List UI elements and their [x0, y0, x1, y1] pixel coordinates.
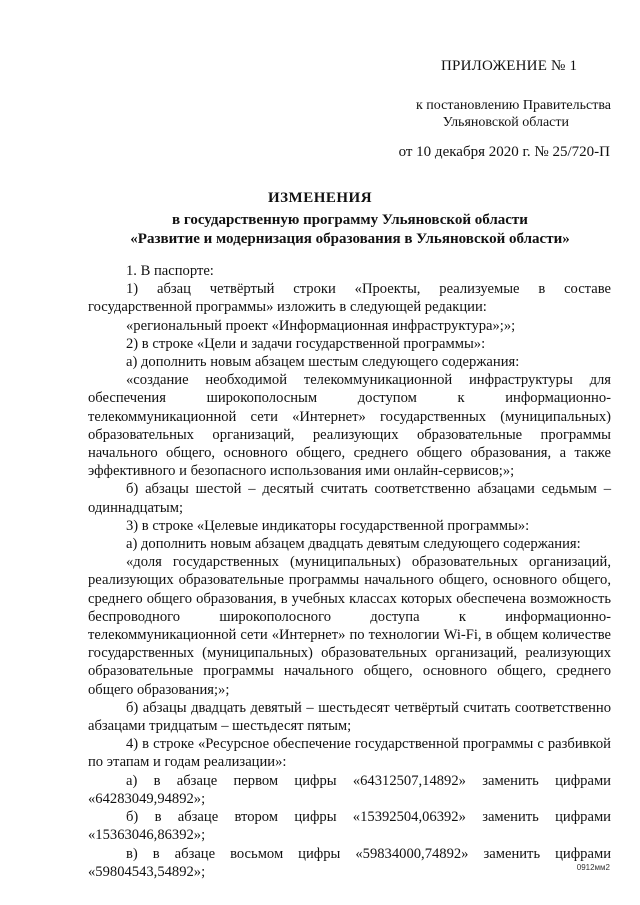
paragraph: а) дополнить новым абзацем шестым следующего содержания:: [126, 354, 520, 371]
paragraph: 4) в строке «Ресурсное обеспечение государственной программы с разбивкой по этапам и годам реализации»:: [88, 736, 611, 771]
resolution-date: от 10 декабря 2020 г. № 25/720-П: [398, 144, 610, 160]
paragraph: 1. В паспорте:: [126, 263, 214, 279]
paragraph: «доля государственных (муниципальных) образовательных организаций, реализующих образовательные программы начального общего, основного общего, среднего общего образования, в учебных классах которых обеспечена возможность беспроводного широкополосного доступа к информационно-телекоммуникационной сети «Интернет» по технологии Wi-Fi, в общем количестве государственных (муниципальных) образовательных организаций, реализующих образовательные программы начального общего, основного общего, среднего общего образования;»;: [88, 554, 611, 698]
paragraph: 2) в строке «Цели и задачи государственной программы»:: [126, 335, 486, 352]
document-title: ИЗМЕНЕНИЯ: [267, 190, 373, 206]
paragraph: 3) в строке «Целевые индикаторы государственной программы»:: [126, 517, 530, 534]
paragraph: а) в абзаце первом цифры «64312507,14892» заменить цифрами «64283049,94892»;: [88, 772, 611, 807]
resolution-line-2: Ульяновской области: [442, 115, 569, 130]
paragraph: б) абзацы двадцать девятый – шестьдесят четвёртый считать соответственно абзацами тридцатым – шестьдесят пятым;: [88, 699, 611, 735]
paragraph: б) абзацы шестой – десятый считать соответственно абзацами седьмым – одиннадцатым;: [88, 481, 611, 516]
subtitle-line-2: «Развитие и модернизация образования в Ульяновской области»: [130, 231, 570, 247]
paragraph: «региональный проект «Информационная инфраструктура»;»;: [126, 317, 516, 334]
appendix-number: ПРИЛОЖЕНИЕ № 1: [441, 58, 578, 74]
document-subtitle: [60, 211, 640, 249]
document-body: [88, 262, 611, 881]
document-code: 0912мм2: [576, 863, 610, 872]
paragraph: в) в абзаце восьмом цифры «59834000,74892» заменить цифрами «59804543,54892»;: [88, 845, 611, 880]
resolution-line-1: к постановлению Правительства: [415, 98, 611, 113]
resolution-reference: [351, 97, 611, 131]
paragraph: б) в абзаце втором цифры «15392504,06392» заменить цифрами «15363046,86392»;: [88, 809, 611, 844]
subtitle-line-1: в государственную программу Ульяновской области: [172, 212, 528, 228]
paragraph: а) дополнить новым абзацем двадцать девятым следующего содержания:: [126, 536, 581, 553]
paragraph: «создание необходимой телекоммуникационной инфраструктуры для обеспечения широкополосным доступом к информационно-телекоммуникационной сети «Интернет» государственных (муниципальных) образовательных организаций, реализующих образовательные программы начального общего, основного общего, среднего общего образования, а также эффективного и безопасного использования ими онлайн-сервисов;»;: [88, 372, 611, 480]
paragraph: 1) абзац четвёртый строки «Проекты, реализуемые в составе государственной программы» изложить в следующей редакции:: [88, 281, 611, 316]
